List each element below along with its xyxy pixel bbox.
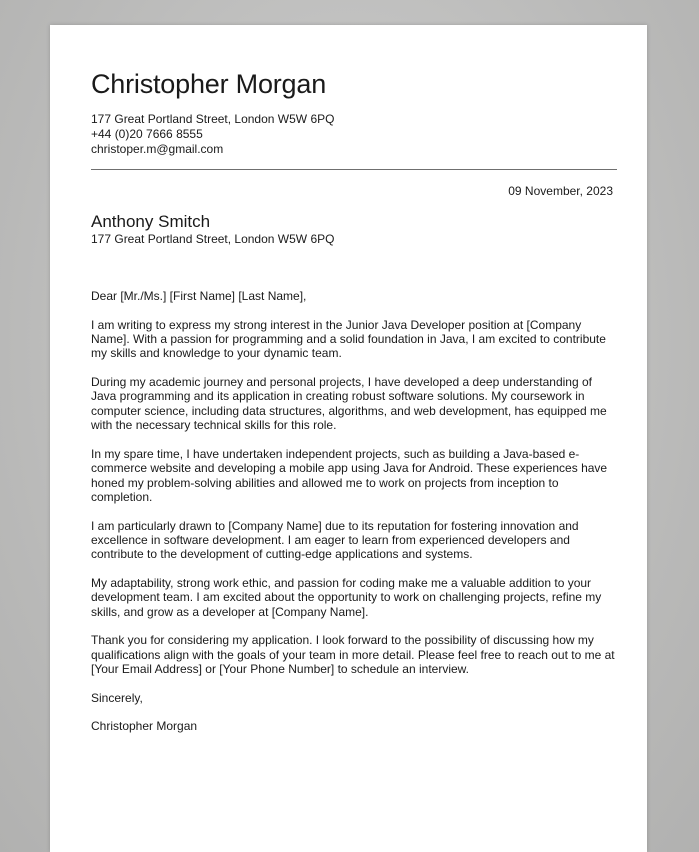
- recipient-address: 177 Great Portland Street, London W5W 6PQ: [91, 232, 335, 246]
- sender-address: 177 Great Portland Street, London W5W 6PQ: [91, 112, 335, 126]
- sender-name: Christopher Morgan: [91, 69, 327, 99]
- signature: Christopher Morgan: [91, 719, 198, 734]
- body-paragraph: During my academic journey and personal projects, I have developed a deep understanding of Java programming and its application in creating robust software solutions. My coursework in computer science, including data structures, algorithms, and web development, has equipped me with the necessary technical skills for this role.: [91, 375, 607, 433]
- body-paragraph: I am particularly drawn to [Company Name] due to its reputation for fostering innovation and excellence in software development. I am eager to learn from experienced developers and contribute to the development of cutting-edge applications and systems.: [91, 518, 579, 562]
- letter-body: [91, 289, 617, 748]
- sender-contact: [91, 112, 334, 157]
- header-divider: [91, 169, 617, 170]
- body-paragraph: I am writing to express my strong interest in the Junior Java Developer position at [Company Name]. With a passion for programming and a solid foundation in Java, I am excited to contribute my skills and knowledge to your dynamic team.: [91, 317, 606, 361]
- recipient-name: Anthony Smitch: [91, 212, 211, 231]
- body-paragraph: Thank you for considering my application. I look forward to the possibility of discussing how my qualifications align with the goals of your team in more detail. Please feel free to reach out to me at [Your Email Address] or [Your Phone Number] to schedule an interview.: [91, 633, 615, 677]
- body-paragraph: In my spare time, I have undertaken independent projects, such as building a Java-based e-commerce website and developing a mobile app using Java for Android. These experiences have honed my problem-solving abilities and allowed me to work on projects from inception to completion.: [91, 446, 608, 505]
- letter-date: 09 November, 2023: [508, 184, 613, 198]
- sender-phone: +44 (0)20 7666 8555: [91, 127, 203, 141]
- body-paragraph: My adaptability, strong work ethic, and passion for coding make me a valuable addition to your development team. I am excited about the opportunity to work on challenging projects, refine my skills, and grow as a developer at [Company Name].: [91, 576, 602, 619]
- salutation: Dear [Mr./Ms.] [First Name] [Last Name],: [91, 289, 307, 303]
- closing: Sincerely,: [91, 690, 143, 705]
- sender-email: christoper.m@gmail.com: [91, 142, 224, 156]
- letter-page: [50, 25, 647, 852]
